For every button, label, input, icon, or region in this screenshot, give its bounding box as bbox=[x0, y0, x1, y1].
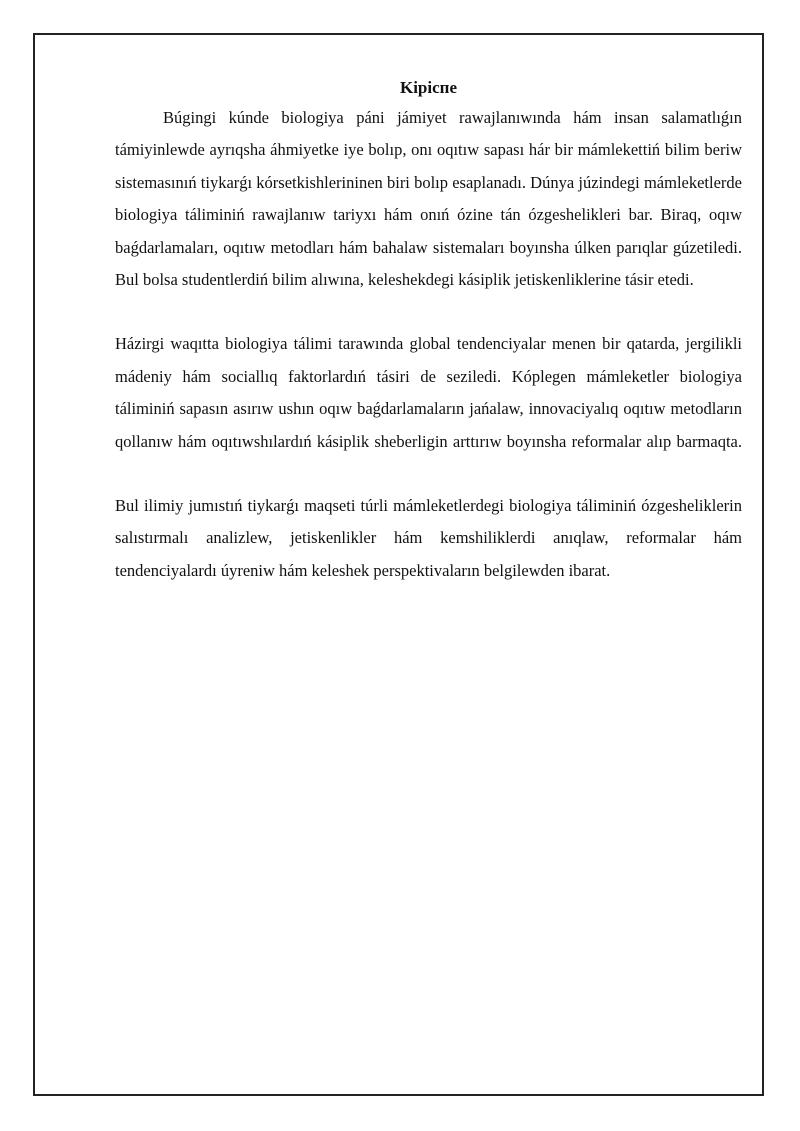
document-body bbox=[115, 74, 742, 587]
paragraph-spacer bbox=[115, 458, 742, 490]
document-title: Kipicпe bbox=[399, 78, 457, 97]
paragraph-trends: Házirgi waqıtta biologiya tálimi tarawında global tendenciyalar menen bir qatarda, jergilikli mádeniy hám sociallıq faktorlardıń tásiri de seziledi. Kóplegen mámleketler biologiya táliminiń sapasın asırıw ushın oqıw baǵdarlamaların jańalaw, innovaciyalıq oqıtıw metodların qollanıw hám oqıtıwshılardıń kásiplik sheberligin arttırıw boyınsha reformalar alıp barmaqta. bbox=[115, 334, 742, 451]
paragraph-intro: Búgingi kúnde biologiya páni jámiyet rawajlanıwında hám insan salamatlıǵın támiyinlewde ayrıqsha áhmiyetke iye bolıp, onı oqıtıw sapası hár bir mámlekettiń bilim beriw sistemasınıń tiykarǵı kórsetkishlerininen biri bolıp esaplanadı. Dúnya júzindegi mámleketlerde biologiya táliminiń rawajlanıw tariyxı hám onıń ózine tán ózgeshelikleri bar. Biraq, oqıw baǵdarlamaları, oqıtıw metodları hám bahalaw sistemaları boyınsha úlken parıqlar gúzetiledi. Bul bolsa studentlerdiń bilim alıwına, keleshekdegi kásiplik jetiskenliklerine tásir etedi. bbox=[115, 108, 742, 290]
paragraph-spacer bbox=[115, 296, 742, 328]
paragraph-goal: Bul ilimiy jumıstıń tiykarǵı maqseti túrli mámleketlerdegi biologiya táliminiń ózgesheliklerin salıstırmalı analizlew, jetiskenlikler hám kemshiliklerdi anıqlaw, reformalar hám tendenciyalardı úyreniw hám keleshek perspektivaların belgilewden ibarat. bbox=[115, 496, 742, 580]
